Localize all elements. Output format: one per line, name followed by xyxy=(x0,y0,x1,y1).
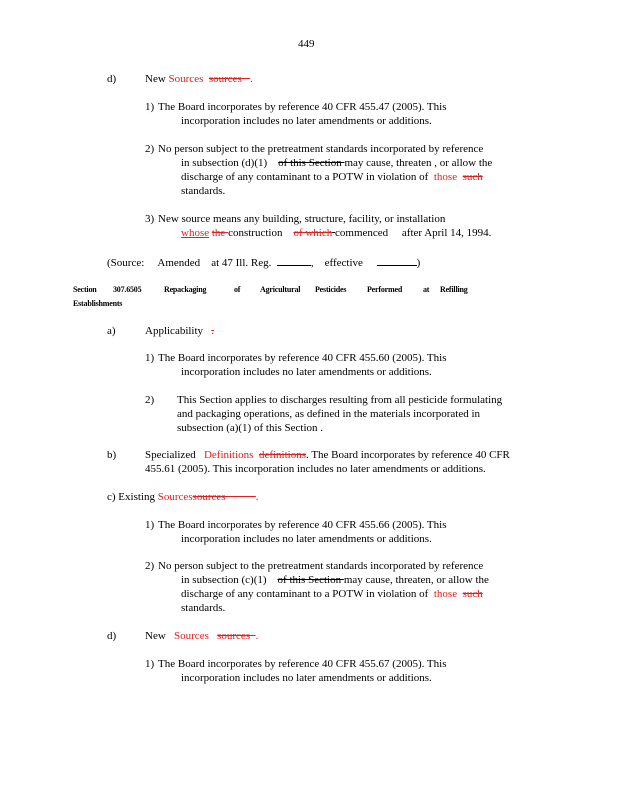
item-text xyxy=(181,157,492,170)
text-run: at 47 Ill. Reg. xyxy=(211,257,272,269)
deleted-text: of this Section xyxy=(277,574,342,586)
deleted-text: definitions xyxy=(258,449,307,461)
section-heading-word: Repackaging xyxy=(164,285,207,294)
item-number: 3) xyxy=(145,213,155,225)
page-number: 449 xyxy=(298,38,315,50)
item-text: The Board incorporates by reference 40 CFR 455.67 (2005). This xyxy=(158,658,447,670)
inserted-text: Sources xyxy=(168,73,204,85)
item-text: The Board incorporates by reference 40 CFR 455.66 (2005). This xyxy=(158,519,447,531)
text-run: construction xyxy=(228,227,283,239)
item-text: standards. xyxy=(181,602,226,614)
deleted-text: sources xyxy=(192,491,226,503)
section-heading-word: Refilling xyxy=(440,285,468,294)
subsection-title: New Sources sources . xyxy=(145,630,259,642)
item-number: 1) xyxy=(145,658,155,670)
text-run: (Source: xyxy=(107,257,145,269)
title-text: Applicability xyxy=(145,325,204,337)
deleted-text: such xyxy=(462,171,483,183)
text-run: commenced xyxy=(335,227,389,239)
subsection-label: d) xyxy=(107,73,117,85)
item-text: incorporation includes no later amendments or additions. xyxy=(181,533,432,545)
subsection-label: d) xyxy=(107,630,117,642)
text-run: may cause, threaten , or allow the xyxy=(344,157,493,169)
blank-line xyxy=(277,255,311,266)
item-text xyxy=(181,227,491,240)
deleted-text: sources xyxy=(217,630,251,642)
text-run: discharge of any contaminant to a POTW in violation of xyxy=(181,588,429,600)
blank-line xyxy=(377,255,417,266)
text-run: Amended xyxy=(157,257,201,269)
item-text: and packaging operations, as defined in the materials incorporated in xyxy=(177,408,481,420)
section-heading-word: of xyxy=(234,285,241,294)
item-text xyxy=(181,588,483,601)
subsection-label: b) xyxy=(107,449,117,461)
deleted-text: such xyxy=(462,588,483,600)
inserted-text: Sources xyxy=(174,630,209,642)
item-number: 2) xyxy=(145,560,155,572)
text-run: discharge of any contaminant to a POTW in violation of xyxy=(181,171,429,183)
item-text: New source means any building, structure, facility, or installation xyxy=(158,213,446,225)
text-run: in subsection (d)(1) xyxy=(181,157,268,169)
deleted-text: the xyxy=(211,227,226,239)
item-text: No person subject to the pretreatment standards incorporated by reference xyxy=(158,143,484,155)
item-text: incorporation includes no later amendments or additions. xyxy=(181,366,432,378)
item-text: The Board incorporates by reference 40 CFR 455.60 (2005). This xyxy=(158,352,447,364)
text-run: after April 14, 1994. xyxy=(401,227,492,239)
inserted-text: Definitions xyxy=(203,449,254,461)
section-heading-id: 307.6505 xyxy=(113,285,142,294)
section-heading-num: Section xyxy=(73,285,97,294)
section-heading-word: at xyxy=(423,285,430,294)
item-text: subsection (a)(1) of this Section . xyxy=(177,422,324,434)
subsection-text: 455.61 (2005). This incorporation includes no later amendments or additions. xyxy=(145,463,486,475)
subsection-title xyxy=(145,325,214,338)
item-number: 1) xyxy=(145,352,155,364)
item-number: 1) xyxy=(145,519,155,531)
deleted-text: of which xyxy=(293,227,333,239)
section-heading-word: Establishments xyxy=(73,299,123,308)
item-text: No person subject to the pretreatment standards incorporated by reference xyxy=(158,560,484,572)
text-run: in subsection (c)(1) xyxy=(181,574,267,586)
title-text: Existing xyxy=(118,491,155,503)
text-run: . The Board incorporates by reference 40 CFR xyxy=(306,449,510,461)
section-heading-word: Performed xyxy=(367,285,403,294)
source-note xyxy=(107,255,420,270)
inserted-text: Sources xyxy=(157,491,193,503)
item-text: incorporation includes no later amendments or additions. xyxy=(181,672,432,684)
deleted-text: . xyxy=(211,325,215,337)
item-text: The Board incorporates by reference 40 CFR 455.47 (2005). This xyxy=(158,101,447,113)
inserted-text: those xyxy=(433,171,458,183)
section-heading-word: Pesticides xyxy=(315,285,347,294)
subsection-label: a) xyxy=(107,325,116,337)
section-heading-word: Agricultural xyxy=(260,285,301,294)
inserted-text: whose xyxy=(181,227,210,239)
item-text: incorporation includes no later amendments or additions. xyxy=(181,115,432,127)
item-text: standards. xyxy=(181,185,226,197)
deleted-text: of this Section xyxy=(278,157,342,169)
deleted-text: sources xyxy=(208,73,242,85)
item-text: This Section applies to discharges resulting from all pesticide formulating xyxy=(177,394,503,406)
item-number: 2) xyxy=(145,143,155,155)
text-run: ) xyxy=(416,257,421,269)
inserted-text: those xyxy=(433,588,458,600)
text-run: may cause, threaten, or allow the xyxy=(343,574,489,586)
item-text xyxy=(181,574,489,587)
item-number: 2) xyxy=(145,394,155,406)
item-number: 1) xyxy=(145,101,155,113)
subsection-title: c) Existing Sourcessources . xyxy=(107,491,259,503)
text-run: effective xyxy=(324,257,363,269)
text-run: , xyxy=(310,257,314,269)
title-text: New xyxy=(145,630,166,642)
title-text: New xyxy=(145,73,166,85)
subsection-label: c) xyxy=(107,491,116,503)
subsection-text xyxy=(145,449,510,462)
text-run: Specialized xyxy=(145,449,196,461)
item-text xyxy=(181,171,483,184)
subsection-title: New Sources sources . xyxy=(145,73,253,85)
